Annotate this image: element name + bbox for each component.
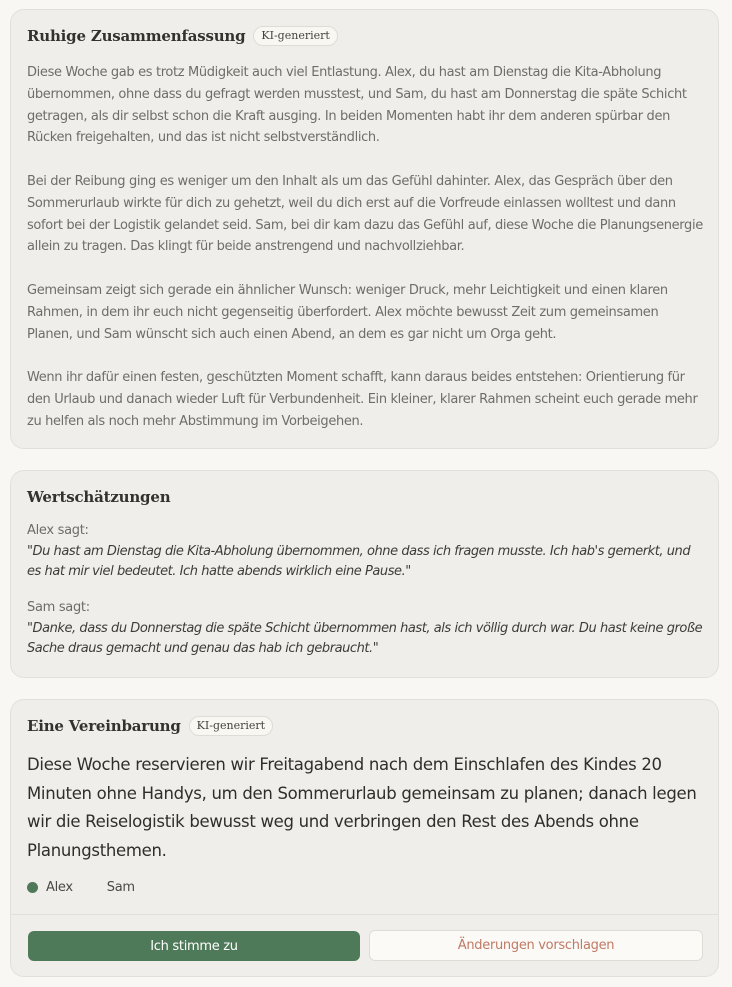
summary-body — [27, 62, 707, 433]
agreement-card — [10, 699, 719, 977]
speaker-label: Alex sagt: — [27, 523, 89, 538]
summary-paragraph: Wenn ihr dafür einen festen, geschützten Moment schafft, kann daraus beides entstehen: Orientierung für den Urlaub und danach wieder Luft für Verbundenheit. Ein kleiner, klarer Rahmen scheint euch gerade mehr zu helfen als noch mehr Abstimmung im Vorbeigehen. — [27, 370, 698, 429]
appreciations-title: Wertschätzungen — [27, 488, 171, 506]
participant-name: Sam — [106, 880, 135, 895]
summary-paragraph: Bei der Reibung ging es weniger um den Inhalt als um das Gefühl dahinter. Alex, das Gespräch über den Sommerurlaub wirkte für dich zu gehetzt, weil du dich erst auf die Vorfreude einlassen wolltest und dann sofort bei der Logistik gelandet seid. Sam, bei dir kam dazu das Gefühl auf, diese Woche die Planungsenergie allein zu tragen. Das klingt für beide anstrengend und nachvollziehbar. — [27, 173, 703, 255]
appreciation-quote: "Danke, dass du Donnerstag die späte Schicht übernommen hast, als ich völlig durch war. Du hast keine große Sache draus gemacht und genau das hab ich gebraucht." — [27, 621, 703, 656]
summary-title: Ruhige Zusammenfassung — [27, 27, 246, 45]
appreciation-item — [27, 600, 707, 658]
agreement-title: Eine Vereinbarung — [27, 717, 181, 735]
agreement-header — [27, 716, 273, 736]
ai-generated-badge: KI-generiert — [253, 26, 337, 46]
agreed-dot-icon — [27, 882, 38, 893]
summary-header — [27, 26, 338, 46]
agreement-text: Diese Woche reservieren wir Freitagabend nach dem Einschlafen des Kindes 20 Minuten ohne Handys, um den Sommerurlaub gemeinsam zu planen; danach legen wir die Reiselogistik bewusst weg und verbringen den Rest des Abends ohne Planungsthemen. — [27, 755, 697, 860]
agreement-actions — [11, 914, 718, 977]
ai-generated-badge: KI-generiert — [189, 716, 273, 736]
appreciations-card — [10, 470, 719, 678]
agree-button[interactable]: Ich stimme zu — [28, 931, 360, 961]
suggest-changes-button[interactable]: Änderungen vorschlagen — [369, 930, 703, 961]
speaker-label: Sam sagt: — [27, 600, 90, 615]
appreciation-quote: "Du hast am Dienstag die Kita-Abholung übernommen, ohne dass ich fragen musste. Ich hab's gemerkt, und es hat mir viel bedeutet. Ich hatte abends wirklich eine Pause." — [27, 544, 691, 579]
summary-card — [10, 9, 719, 449]
participant-alex — [27, 880, 73, 895]
appreciations-header — [27, 488, 170, 506]
appreciation-item — [27, 523, 707, 581]
participant-name: Alex — [46, 880, 73, 895]
participant-status — [27, 880, 135, 895]
summary-paragraph: Gemeinsam zeigt sich gerade ein ähnlicher Wunsch: weniger Druck, mehr Leichtigkeit und einen klaren Rahmen, in dem ihr euch nicht gegenseitig überfordert. Alex möchte bewusst Zeit zum gemeinsamen Planen, und Sam wünscht sich auch einen Abend, an dem es gar nicht um Orga geht. — [27, 282, 668, 342]
participant-sam — [107, 880, 135, 895]
summary-paragraph: Diese Woche gab es trotz Müdigkeit auch viel Entlastung. Alex, du hast am Dienstag die Kita-Abholung übernommen, ohne dass du gefragt werden musstest, und Sam, du hast am Donnerstag die späte Schicht getragen, als dir selbst schon die Kraft ausging. In beiden Momenten habt ihr dem anderen spürbar den Rücken freigehalten, und das ist nicht selbstverständlich. — [27, 65, 687, 146]
